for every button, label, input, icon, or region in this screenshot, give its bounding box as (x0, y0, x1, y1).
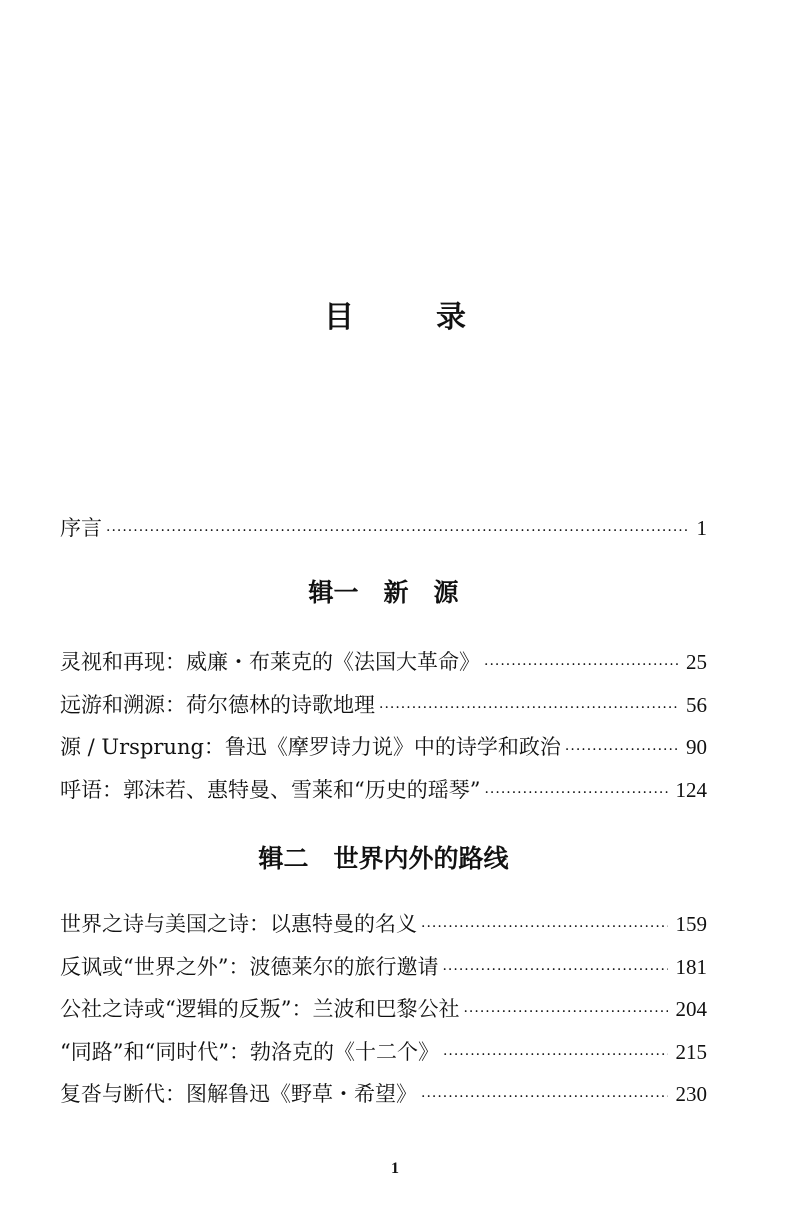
toc-entry-title: 世界之诗与美国之诗：以惠特曼的名义 (60, 912, 417, 936)
toc-entry-title: 序言 (60, 516, 102, 540)
toc-entry[interactable] (60, 726, 707, 769)
toc-entry-page: 159 (675, 912, 707, 936)
table-of-contents (60, 508, 707, 1116)
toc-entry-page: 181 (675, 954, 707, 979)
toc-entry-title: 公社之诗或“逻辑的反叛”：兰波和巴黎公社 (60, 997, 460, 1021)
dot-leader (484, 772, 667, 815)
toc-entry-page: 1 (696, 516, 707, 540)
toc-entry-title: 复沓与断代：图解鲁迅《野草・希望》 (60, 1082, 417, 1106)
dot-leader (463, 991, 667, 1034)
toc-entry[interactable] (60, 769, 707, 812)
toc-entry-page: 25 (686, 650, 707, 674)
toc-entry[interactable] (60, 641, 707, 684)
dot-leader (421, 906, 668, 949)
toc-entry-title: 源 / Ursprung：鲁迅《摩罗诗力说》中的诗学和政治 (60, 735, 561, 759)
dot-leader (421, 1076, 668, 1119)
toc-entry-page: 215 (675, 1039, 707, 1064)
toc-entry-page: 204 (675, 997, 707, 1021)
toc-entry-page: 56 (686, 692, 707, 717)
toc-entry[interactable] (60, 946, 707, 989)
dot-leader (565, 729, 678, 772)
dot-leader (484, 644, 678, 687)
toc-entry-page: 124 (675, 777, 707, 802)
toc-entry-page: 230 (675, 1082, 707, 1106)
toc-entry-preface[interactable] (60, 508, 707, 548)
page-title: 目 录 (324, 300, 492, 335)
section-heading-1: 辑一 新 源 (308, 578, 459, 607)
toc-entry-title: “同路”和“同时代”：勃洛克的《十二个》 (60, 1039, 439, 1064)
toc-entry[interactable] (60, 1031, 707, 1074)
toc-entry[interactable] (60, 988, 707, 1031)
toc-entry[interactable] (60, 903, 707, 946)
toc-entry-title: 远游和溯源：荷尔德林的诗歌地理 (60, 692, 375, 717)
toc-entry-title: 灵视和再现：威廉・布莱克的《法国大革命》 (60, 650, 480, 674)
section-2-entries (60, 903, 707, 1116)
toc-entry-title: 呼语：郭沫若、惠特曼、雪莱和“历史的瑶琴” (60, 777, 481, 802)
section-heading-2: 辑二 世界内外的路线 (258, 844, 509, 873)
dot-leader (106, 511, 689, 551)
dot-leader (443, 1034, 668, 1077)
dot-leader (379, 687, 678, 730)
dot-leader (442, 949, 667, 992)
toc-entry[interactable] (60, 1073, 707, 1116)
section-1-entries (60, 641, 707, 811)
toc-entry-page: 90 (686, 735, 707, 759)
page-number: 1 (391, 1160, 399, 1177)
toc-entry[interactable] (60, 684, 707, 727)
toc-entry-title: 反讽或“世界之外”：波德莱尔的旅行邀请 (60, 954, 439, 979)
